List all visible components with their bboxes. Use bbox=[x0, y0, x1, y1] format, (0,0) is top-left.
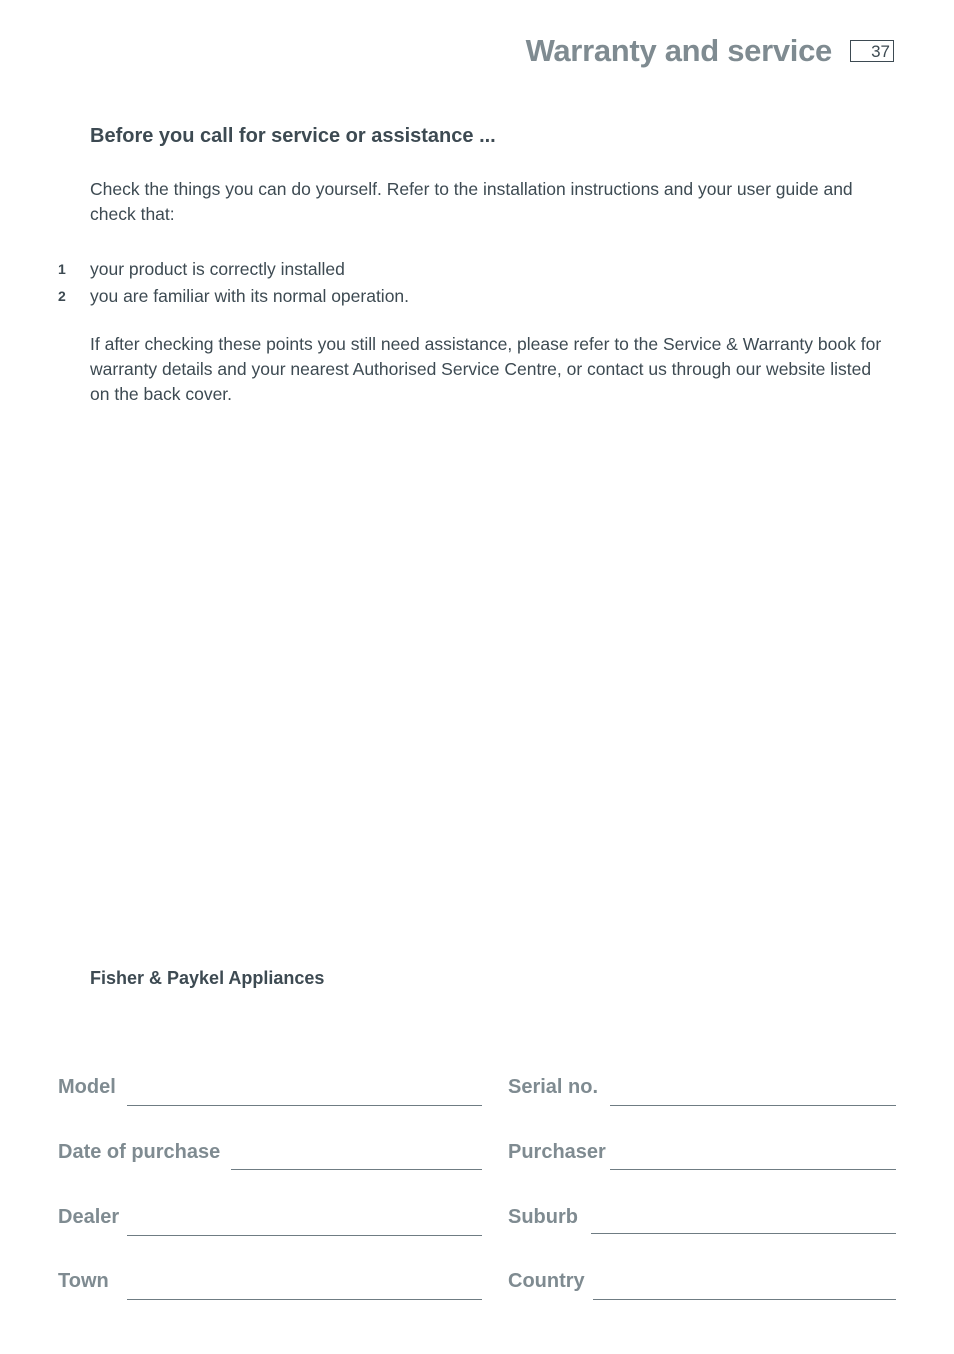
serial-no-label: Serial no. bbox=[508, 1076, 599, 1098]
dealer-label: Dealer bbox=[58, 1206, 120, 1228]
serial-no-field-line[interactable] bbox=[610, 1105, 896, 1106]
model-label: Model bbox=[58, 1076, 116, 1098]
purchaser-field-line[interactable] bbox=[610, 1169, 896, 1170]
checklist-text: your product is correctly installed bbox=[90, 259, 345, 279]
page-title: Warranty and service bbox=[525, 33, 832, 68]
page-number: 37 bbox=[850, 40, 894, 62]
followup-paragraph: If after checking these points you still need assistance, please refer to the Service & Warranty book for warranty details and your nearest Authorised Service Centre, or contact us through our website listed on the back cover. bbox=[90, 334, 882, 404]
model-field-line[interactable] bbox=[127, 1105, 482, 1106]
dealer-field-line[interactable] bbox=[127, 1235, 482, 1236]
purchaser-label: Purchaser bbox=[508, 1141, 606, 1163]
country-label: Country bbox=[508, 1270, 585, 1292]
date-of-purchase-label: Date of purchase bbox=[58, 1141, 221, 1163]
company-name: Fisher & Paykel Appliances bbox=[90, 968, 325, 988]
checklist-item bbox=[58, 257, 409, 284]
checklist-item bbox=[58, 284, 409, 311]
checklist-number: 1 bbox=[58, 261, 66, 277]
town-label: Town bbox=[58, 1270, 109, 1292]
checklist-text: you are familiar with its normal operation. bbox=[90, 286, 410, 306]
town-field-line[interactable] bbox=[127, 1299, 482, 1300]
intro-paragraph: Check the things you can do yourself. Refer to the installation instructions and your user guide and check that: bbox=[90, 179, 853, 224]
date-of-purchase-field-line[interactable] bbox=[231, 1169, 482, 1170]
checklist-number: 2 bbox=[58, 288, 66, 304]
checklist bbox=[58, 257, 409, 311]
country-field-line[interactable] bbox=[593, 1299, 896, 1300]
section-heading: Before you call for service or assistance ... bbox=[90, 125, 496, 147]
suburb-field-line[interactable] bbox=[591, 1233, 896, 1234]
suburb-label: Suburb bbox=[508, 1206, 578, 1228]
